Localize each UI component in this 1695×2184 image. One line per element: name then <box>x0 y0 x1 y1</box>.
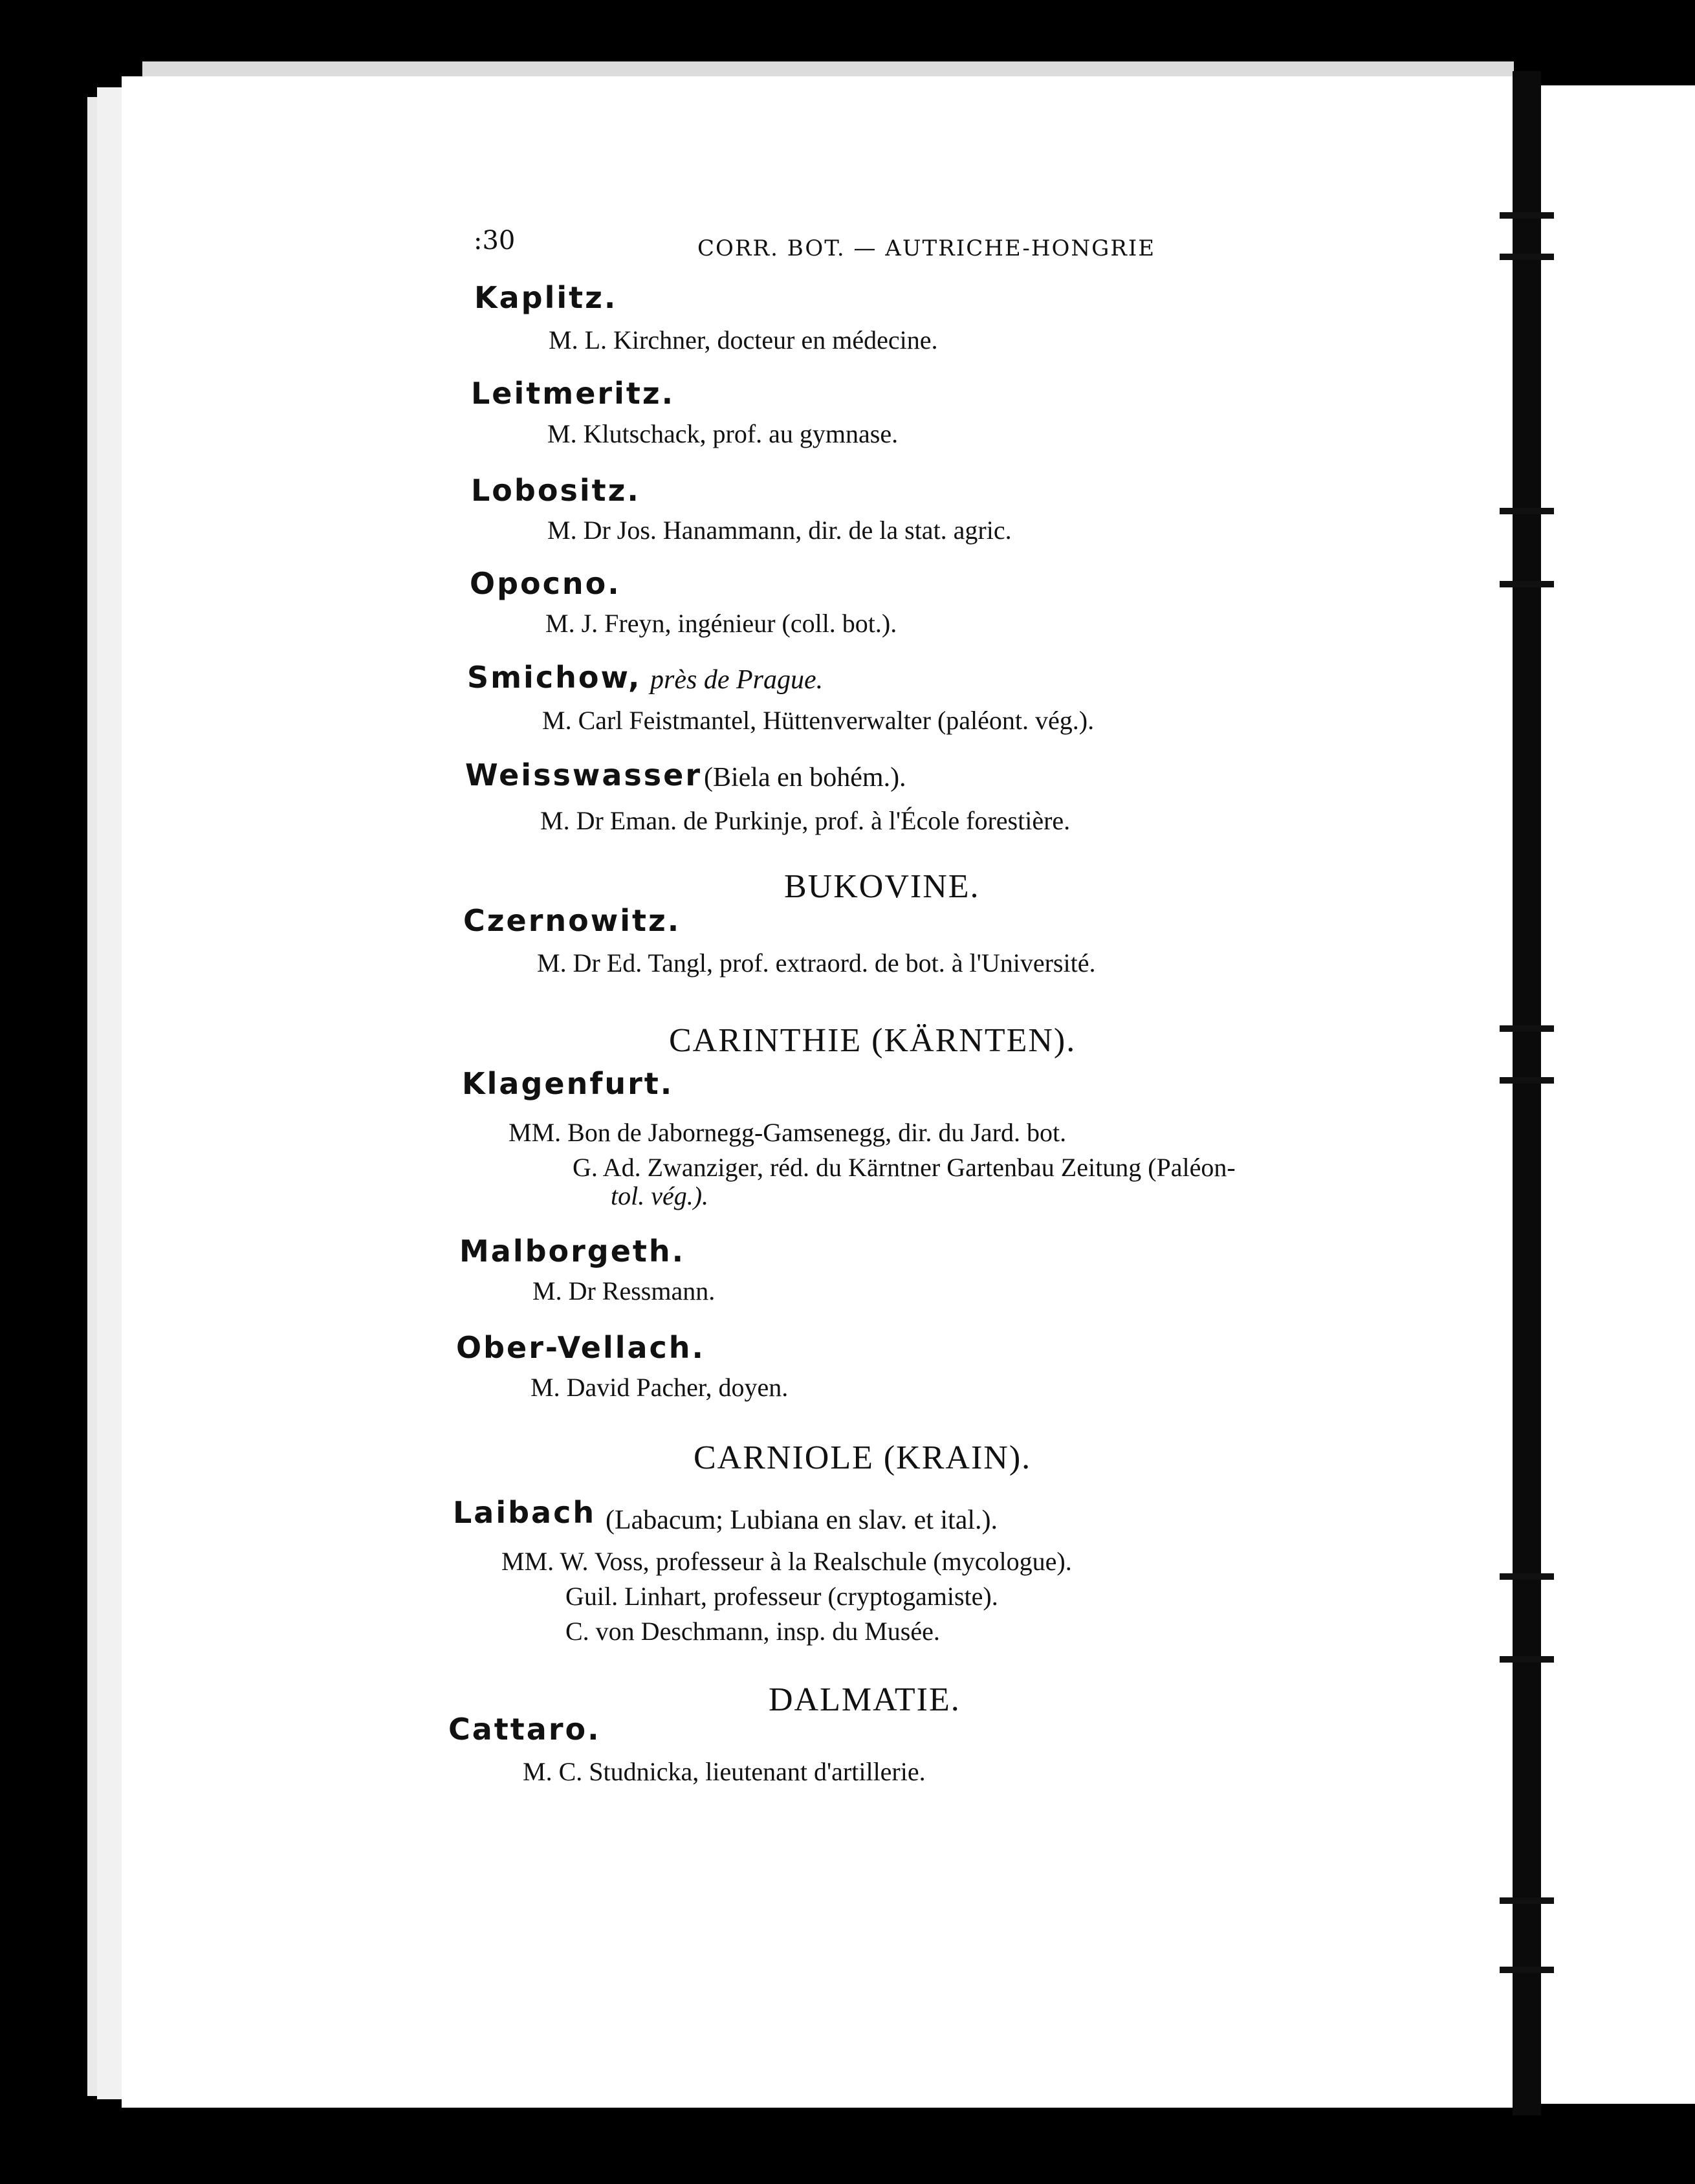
section-heading: DALMATIE. <box>769 1681 961 1718</box>
entry-line: C. von Deschmann, insp. du Musée. <box>565 1617 940 1646</box>
entry-line: M. Dr Jos. Hanammann, dir. de la stat. agric. <box>547 516 1012 545</box>
entry-line: MM. Bon de Jabornegg-Gamsenegg, dir. du Jard. bot. <box>508 1118 1067 1147</box>
page-number: :30 <box>474 226 516 256</box>
place-name: Leitmeritz. <box>471 376 675 411</box>
place-name: Laibach <box>453 1495 596 1530</box>
place-note: près de Prague. <box>650 665 824 695</box>
entry-line: Guil. Linhart, professeur (cryptogamiste). <box>565 1582 998 1611</box>
entry-line: M. Dr Ed. Tangl, prof. extraord. de bot. à l'Université. <box>537 948 1096 977</box>
entry-line: M. Dr Ressmann. <box>532 1276 716 1305</box>
place-name: Czernowitz. <box>463 903 681 938</box>
entry-line: M. David Pacher, doyen. <box>530 1373 789 1402</box>
entry-line: M. Klutschack, prof. au gymnase. <box>547 419 899 448</box>
place-name: Malborgeth. <box>459 1234 686 1269</box>
place-name: Ober-Vellach. <box>456 1330 706 1365</box>
place-name: Cattaro. <box>448 1712 601 1747</box>
entry-line: G. Ad. Zwanziger, réd. du Kärntner Gartenbau Zeitung (Paléon- <box>573 1153 1236 1182</box>
section-heading: CARINTHIE (KÄRNTEN). <box>669 1022 1077 1059</box>
entry-line: M. C. Studnicka, lieutenant d'artillerie. <box>523 1757 926 1786</box>
entry-line: tol. vég.). <box>611 1181 709 1210</box>
section-heading: CARNIOLE (KRAIN). <box>694 1439 1032 1476</box>
section-heading: BUKOVINE. <box>784 868 980 905</box>
running-title: CORR. BOT. — AUTRICHE-HONGRIE <box>697 235 1156 261</box>
entry-line: M. Dr Eman. de Purkinje, prof. à l'École forestière. <box>540 806 1071 835</box>
entry-line: M. J. Freyn, ingénieur (coll. bot.). <box>545 609 897 638</box>
place-name: Kaplitz. <box>474 280 618 315</box>
place-name: Weisswasser <box>465 758 703 792</box>
entry-line: M. Carl Feistmantel, Hüttenverwalter (paléont. vég.). <box>542 706 1095 735</box>
entry-line: M. L. Kirchner, docteur en médecine. <box>549 325 938 355</box>
place-name: Opocno. <box>470 566 621 601</box>
place-name: Smichow, <box>467 660 642 695</box>
entry-line: MM. W. Voss, professeur à la Realschule (mycologue). <box>501 1547 1072 1576</box>
place-note: (Biela en bohém.). <box>704 763 906 792</box>
place-name: Klagenfurt. <box>462 1066 674 1101</box>
place-name: Lobositz. <box>471 473 640 508</box>
place-note: (Labacum; Lubiana en slav. et ital.). <box>606 1505 998 1535</box>
